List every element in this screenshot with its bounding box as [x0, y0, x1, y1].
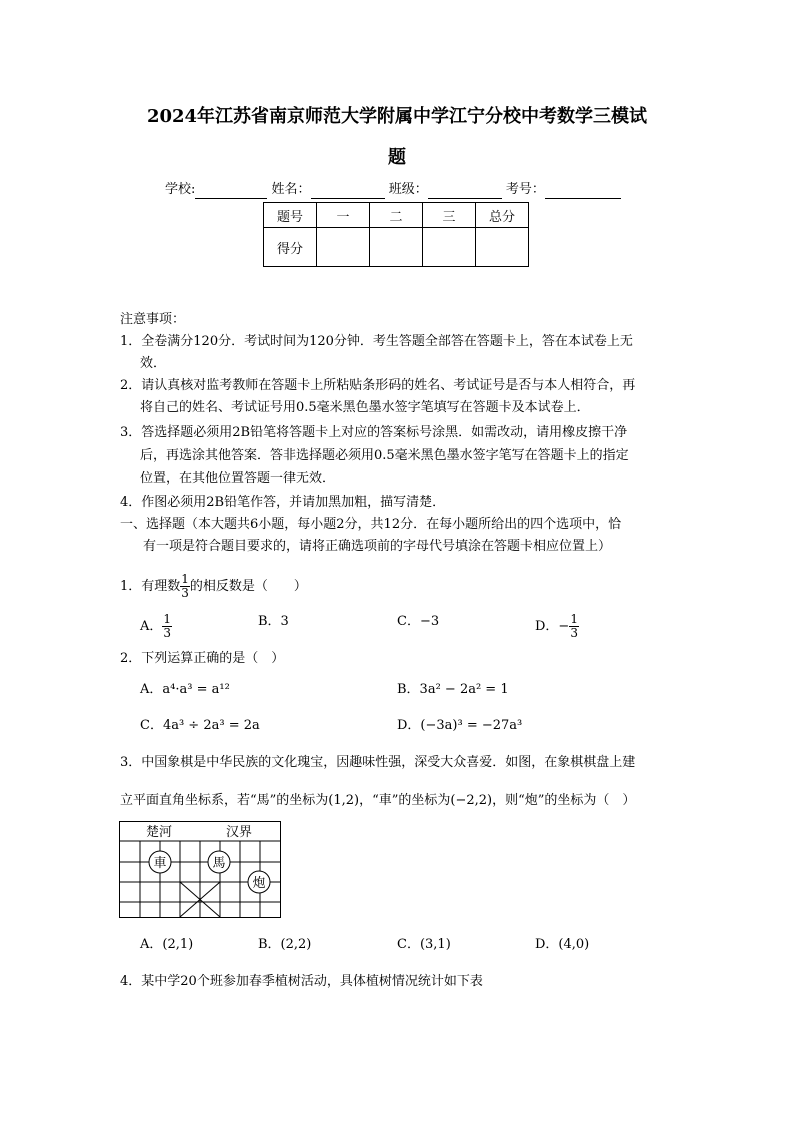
q2-option-d[interactable]: D．(−3a)³ = −27a³ [397, 718, 523, 733]
denominator: 3 [570, 626, 578, 640]
notes-heading: 注意事项： [120, 312, 186, 327]
note-line: 3．答选择题必须用2B铅笔将答题卡上对应的答案标号涂黑．如需改动，请用橡皮擦干净 [120, 425, 628, 440]
q2-option-c[interactable]: C．4a³ ÷ 2a³ = 2a [140, 718, 260, 733]
label: A． [140, 619, 163, 634]
q1-text: 1．有理数 [120, 579, 181, 594]
q3-stem-line1: 3．中国象棋是中华民族的文化瑰宝，因趣味性强，深受大众喜爱．如图，在象棋棋盘上建 [120, 755, 636, 770]
class-blank [428, 184, 502, 199]
school-label: 学校: [165, 182, 196, 197]
note-line: 将自己的姓名、考试证号用0.5毫米黑色墨水签字笔填写在答题卡及本试卷上． [140, 400, 590, 415]
row-label: 得分 [264, 228, 317, 267]
section-heading: 一、选择题（本大题共6小题，每小题2分，共12分．在每小题所给出的四个选项中，恰 [120, 517, 622, 532]
piece-horse [208, 851, 230, 873]
header-cell: 二 [370, 203, 423, 228]
q1-stem [120, 573, 307, 600]
q1-option-c[interactable]: C．−3 [397, 614, 440, 629]
name-blank [311, 184, 385, 199]
school-blank [195, 184, 267, 199]
section-heading-cont: 有一项是符合题目要求的，请将正确选项前的字母代号填涂在答题卡相应位置上） [143, 539, 612, 554]
title-line-2: 题 [388, 147, 406, 168]
q2-option-b[interactable]: B．3a² − 2a² = 1 [397, 682, 509, 697]
note-line: 效． [140, 356, 167, 371]
exam-no-blank [545, 184, 621, 199]
q3-option-b[interactable]: B．(2,2) [258, 937, 312, 952]
q1-option-a[interactable] [140, 613, 172, 640]
info-line [165, 181, 621, 199]
note-line: 2．请认真核对监考教师在答题卡上所粘贴条形码的姓名、考试证号是否与本人相符合，再 [120, 378, 636, 393]
q3-option-d[interactable]: D．(4,0) [535, 937, 590, 952]
exam-no-label: 考号： [505, 182, 545, 197]
score-cell [370, 228, 423, 267]
q3-option-c[interactable]: C．(3,1) [397, 937, 451, 952]
q3-option-a[interactable]: A．(2,1) [140, 937, 194, 952]
fraction [180, 573, 190, 600]
header-cell: 题号 [264, 203, 317, 228]
score-cell [423, 228, 476, 267]
title-line-1: 2024年江苏省南京师范大学附属中学江宁分校中考数学三模试 [146, 106, 648, 127]
q2-stem: 2．下列运算正确的是（ ） [120, 651, 285, 666]
q3-stem-line2: 立平面直角坐标系，若“馬”的坐标为(1,2)，“車”的坐标为(−2,2)，则“炮”的坐标为（ ） [120, 793, 636, 808]
q1-option-b[interactable]: B．3 [258, 614, 289, 629]
label: D．− [535, 619, 570, 634]
note-line: 后，再选涂其他答案．答非选择题必须用0.5毫米黑色墨水签字笔写在答题卡上的指定 [140, 448, 629, 463]
numerator: 1 [570, 612, 578, 626]
numerator: 1 [181, 572, 189, 586]
score-table [263, 202, 529, 267]
denominator: 3 [163, 626, 172, 640]
chess-board-figure [118, 820, 284, 920]
q4-stem: 4．某中学20个班参加春季植树活动，具体植树情况统计如下表 [120, 974, 483, 989]
score-cell [317, 228, 370, 267]
note-line: 1．全卷满分120分．考试时间为120分钟．考生答题全部答在答题卡上，答在本试卷上无 [120, 334, 633, 349]
class-label: 班级： [388, 182, 428, 197]
q1-text: 的相反数是（ ） [189, 579, 307, 594]
piece-label: 車 [153, 856, 167, 871]
piece-label: 炮 [252, 876, 266, 891]
piece-label: 馬 [212, 856, 226, 871]
piece-chariot [149, 851, 171, 873]
note-line: 位置，在其他位置答题一律无效． [140, 471, 336, 486]
fraction [569, 613, 579, 640]
river-left: 楚河 [146, 825, 173, 840]
denominator: 3 [181, 586, 189, 600]
header-cell: 三 [423, 203, 476, 228]
header-cell: 总分 [476, 203, 529, 228]
q1-option-d[interactable] [535, 613, 579, 640]
name-label: 姓名： [271, 182, 311, 197]
score-cell [476, 228, 529, 267]
q2-option-a[interactable]: A．a⁴·a³ = a¹² [140, 682, 230, 697]
piece-cannon [248, 871, 270, 893]
numerator: 1 [163, 612, 172, 626]
fraction [162, 613, 172, 640]
header-cell: 一 [317, 203, 370, 228]
river-right: 汉界 [226, 825, 253, 840]
note-line: 4．作图必须用2B铅笔作答，并请加黑加粗，描写清楚． [120, 495, 446, 510]
